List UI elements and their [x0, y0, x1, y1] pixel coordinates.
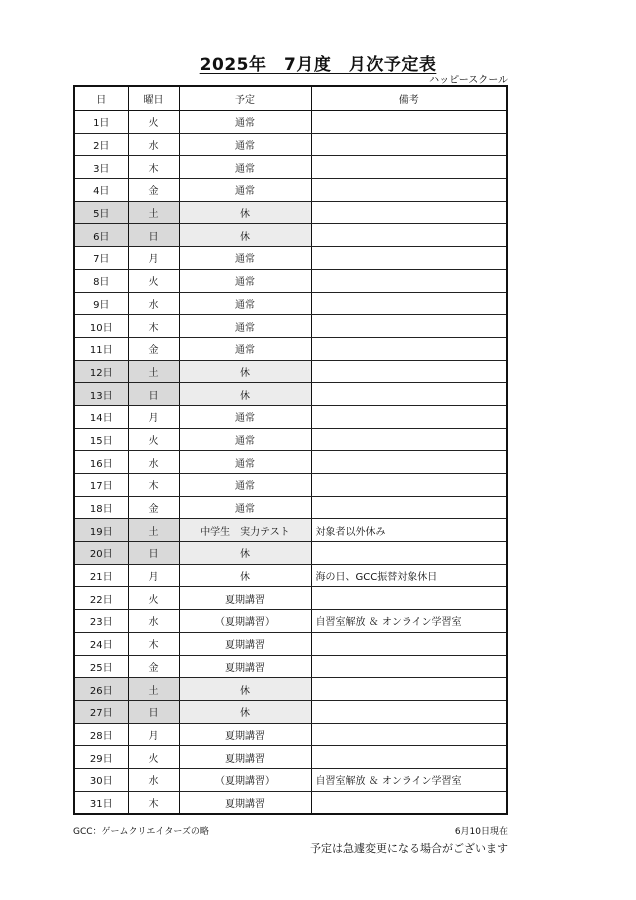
- day-cell: 7日: [74, 247, 128, 270]
- weekday-cell: 土: [128, 519, 179, 542]
- note-cell: [311, 315, 507, 338]
- weekday-cell: 土: [128, 360, 179, 383]
- plan-cell: 休: [179, 700, 311, 723]
- schedule-row: [74, 111, 507, 134]
- schedule-body: [74, 111, 507, 815]
- schedule-row: [74, 337, 507, 360]
- day-cell: 2日: [74, 133, 128, 156]
- weekday-cell: 木: [128, 791, 179, 814]
- note-cell: [311, 700, 507, 723]
- note-cell: [311, 428, 507, 451]
- day-cell: 8日: [74, 269, 128, 292]
- note-cell: [311, 587, 507, 610]
- weekday-cell: 水: [128, 768, 179, 791]
- weekday-cell: 金: [128, 179, 179, 202]
- plan-cell: 通常: [179, 337, 311, 360]
- weekday-cell: 水: [128, 610, 179, 633]
- weekday-cell: 月: [128, 564, 179, 587]
- schedule-row: [74, 496, 507, 519]
- day-cell: 20日: [74, 542, 128, 565]
- plan-cell: 中学生 実力テスト: [179, 519, 311, 542]
- header-plan: 予定: [179, 86, 311, 111]
- day-cell: 18日: [74, 496, 128, 519]
- note-cell: [311, 474, 507, 497]
- note-cell: [311, 292, 507, 315]
- weekday-cell: 水: [128, 292, 179, 315]
- plan-cell: 休: [179, 360, 311, 383]
- schedule-row: [74, 474, 507, 497]
- weekday-cell: 木: [128, 156, 179, 179]
- header-note: 備考: [311, 86, 507, 111]
- weekday-cell: 火: [128, 428, 179, 451]
- schedule-header-row: [74, 86, 507, 111]
- schedule-row: [74, 519, 507, 542]
- day-cell: 11日: [74, 337, 128, 360]
- schedule-row: [74, 179, 507, 202]
- weekday-cell: 木: [128, 315, 179, 338]
- day-cell: 24日: [74, 632, 128, 655]
- gcc-footnote: GCC：ゲームクリエイターズの略: [73, 827, 209, 837]
- plan-cell: 夏期講習: [179, 723, 311, 746]
- note-cell: 海の日、GCC振替対象休日: [311, 564, 507, 587]
- schedule-table: [73, 85, 508, 815]
- schedule-row: [74, 632, 507, 655]
- schedule-row: [74, 451, 507, 474]
- schedule-row: [74, 247, 507, 270]
- as-of-date: 6月10日現在: [454, 827, 508, 837]
- day-cell: 17日: [74, 474, 128, 497]
- plan-cell: 休: [179, 201, 311, 224]
- weekday-cell: 木: [128, 474, 179, 497]
- schedule-row: [74, 428, 507, 451]
- document-title: 2025年 7月度 月次予定表: [199, 55, 437, 75]
- plan-cell: 休: [179, 224, 311, 247]
- plan-cell: 通常: [179, 269, 311, 292]
- note-cell: [311, 156, 507, 179]
- schedule-row: [74, 587, 507, 610]
- plan-cell: 通常: [179, 428, 311, 451]
- change-disclaimer: 予定は急遽変更になる場合がございます: [310, 842, 508, 855]
- schedule-row: [74, 542, 507, 565]
- schedule-row: [74, 156, 507, 179]
- plan-cell: 通常: [179, 405, 311, 428]
- weekday-cell: 日: [128, 224, 179, 247]
- note-cell: [311, 179, 507, 202]
- plan-cell: 通常: [179, 156, 311, 179]
- weekday-cell: 木: [128, 632, 179, 655]
- day-cell: 26日: [74, 678, 128, 701]
- schedule-row: [74, 383, 507, 406]
- note-cell: 対象者以外休み: [311, 519, 507, 542]
- day-cell: 31日: [74, 791, 128, 814]
- schedule-row: [74, 405, 507, 428]
- schedule-row: [74, 746, 507, 769]
- schedule-row: [74, 655, 507, 678]
- day-cell: 21日: [74, 564, 128, 587]
- plan-cell: 休: [179, 564, 311, 587]
- plan-cell: 休: [179, 383, 311, 406]
- schedule-row: [74, 768, 507, 791]
- header-weekday: 曜日: [128, 86, 179, 111]
- note-cell: [311, 201, 507, 224]
- day-cell: 10日: [74, 315, 128, 338]
- note-cell: [311, 655, 507, 678]
- plan-cell: 夏期講習: [179, 746, 311, 769]
- plan-cell: 夏期講習: [179, 791, 311, 814]
- day-cell: 22日: [74, 587, 128, 610]
- schedule-row: [74, 791, 507, 814]
- note-cell: [311, 224, 507, 247]
- schedule-row: [74, 564, 507, 587]
- note-cell: [311, 451, 507, 474]
- note-cell: [311, 791, 507, 814]
- plan-cell: 夏期講習: [179, 632, 311, 655]
- note-cell: [311, 269, 507, 292]
- note-cell: 自習室解放 ＆ オンライン学習室: [311, 768, 507, 791]
- schedule-row: [74, 610, 507, 633]
- school-name: ハッピースクール: [429, 75, 508, 86]
- schedule-row: [74, 723, 507, 746]
- day-cell: 4日: [74, 179, 128, 202]
- schedule-row: [74, 360, 507, 383]
- plan-cell: （夏期講習）: [179, 610, 311, 633]
- weekday-cell: 日: [128, 700, 179, 723]
- day-cell: 5日: [74, 201, 128, 224]
- day-cell: 29日: [74, 746, 128, 769]
- plan-cell: 休: [179, 678, 311, 701]
- day-cell: 15日: [74, 428, 128, 451]
- plan-cell: 通常: [179, 292, 311, 315]
- plan-cell: 通常: [179, 474, 311, 497]
- plan-cell: 休: [179, 542, 311, 565]
- plan-cell: 通常: [179, 179, 311, 202]
- note-cell: [311, 542, 507, 565]
- day-cell: 6日: [74, 224, 128, 247]
- weekday-cell: 水: [128, 451, 179, 474]
- note-cell: [311, 723, 507, 746]
- plan-cell: 通常: [179, 451, 311, 474]
- schedule-row: [74, 201, 507, 224]
- day-cell: 1日: [74, 111, 128, 134]
- weekday-cell: 土: [128, 678, 179, 701]
- weekday-cell: 火: [128, 587, 179, 610]
- note-cell: [311, 746, 507, 769]
- day-cell: 16日: [74, 451, 128, 474]
- weekday-cell: 月: [128, 723, 179, 746]
- weekday-cell: 金: [128, 655, 179, 678]
- note-cell: [311, 405, 507, 428]
- weekday-cell: 土: [128, 201, 179, 224]
- note-cell: [311, 632, 507, 655]
- note-cell: [311, 111, 507, 134]
- schedule-row: [74, 224, 507, 247]
- note-cell: 自習室解放 ＆ オンライン学習室: [311, 610, 507, 633]
- note-cell: [311, 247, 507, 270]
- note-cell: [311, 337, 507, 360]
- plan-cell: 通常: [179, 111, 311, 134]
- note-cell: [311, 360, 507, 383]
- weekday-cell: 火: [128, 746, 179, 769]
- day-cell: 25日: [74, 655, 128, 678]
- header-day: 日: [74, 86, 128, 111]
- note-cell: [311, 496, 507, 519]
- weekday-cell: 火: [128, 111, 179, 134]
- weekday-cell: 火: [128, 269, 179, 292]
- plan-cell: 夏期講習: [179, 587, 311, 610]
- day-cell: 19日: [74, 519, 128, 542]
- day-cell: 3日: [74, 156, 128, 179]
- weekday-cell: 月: [128, 405, 179, 428]
- day-cell: 27日: [74, 700, 128, 723]
- schedule-row: [74, 315, 507, 338]
- day-cell: 12日: [74, 360, 128, 383]
- plan-cell: （夏期講習）: [179, 768, 311, 791]
- day-cell: 14日: [74, 405, 128, 428]
- weekday-cell: 金: [128, 337, 179, 360]
- weekday-cell: 日: [128, 383, 179, 406]
- note-cell: [311, 678, 507, 701]
- schedule-row: [74, 700, 507, 723]
- weekday-cell: 金: [128, 496, 179, 519]
- weekday-cell: 日: [128, 542, 179, 565]
- day-cell: 9日: [74, 292, 128, 315]
- day-cell: 23日: [74, 610, 128, 633]
- plan-cell: 通常: [179, 247, 311, 270]
- schedule-row: [74, 678, 507, 701]
- schedule-row: [74, 269, 507, 292]
- weekday-cell: 月: [128, 247, 179, 270]
- schedule-row: [74, 133, 507, 156]
- note-cell: [311, 133, 507, 156]
- note-cell: [311, 383, 507, 406]
- weekday-cell: 水: [128, 133, 179, 156]
- day-cell: 30日: [74, 768, 128, 791]
- plan-cell: 夏期講習: [179, 655, 311, 678]
- schedule-row: [74, 292, 507, 315]
- plan-cell: 通常: [179, 133, 311, 156]
- plan-cell: 通常: [179, 315, 311, 338]
- day-cell: 28日: [74, 723, 128, 746]
- day-cell: 13日: [74, 383, 128, 406]
- plan-cell: 通常: [179, 496, 311, 519]
